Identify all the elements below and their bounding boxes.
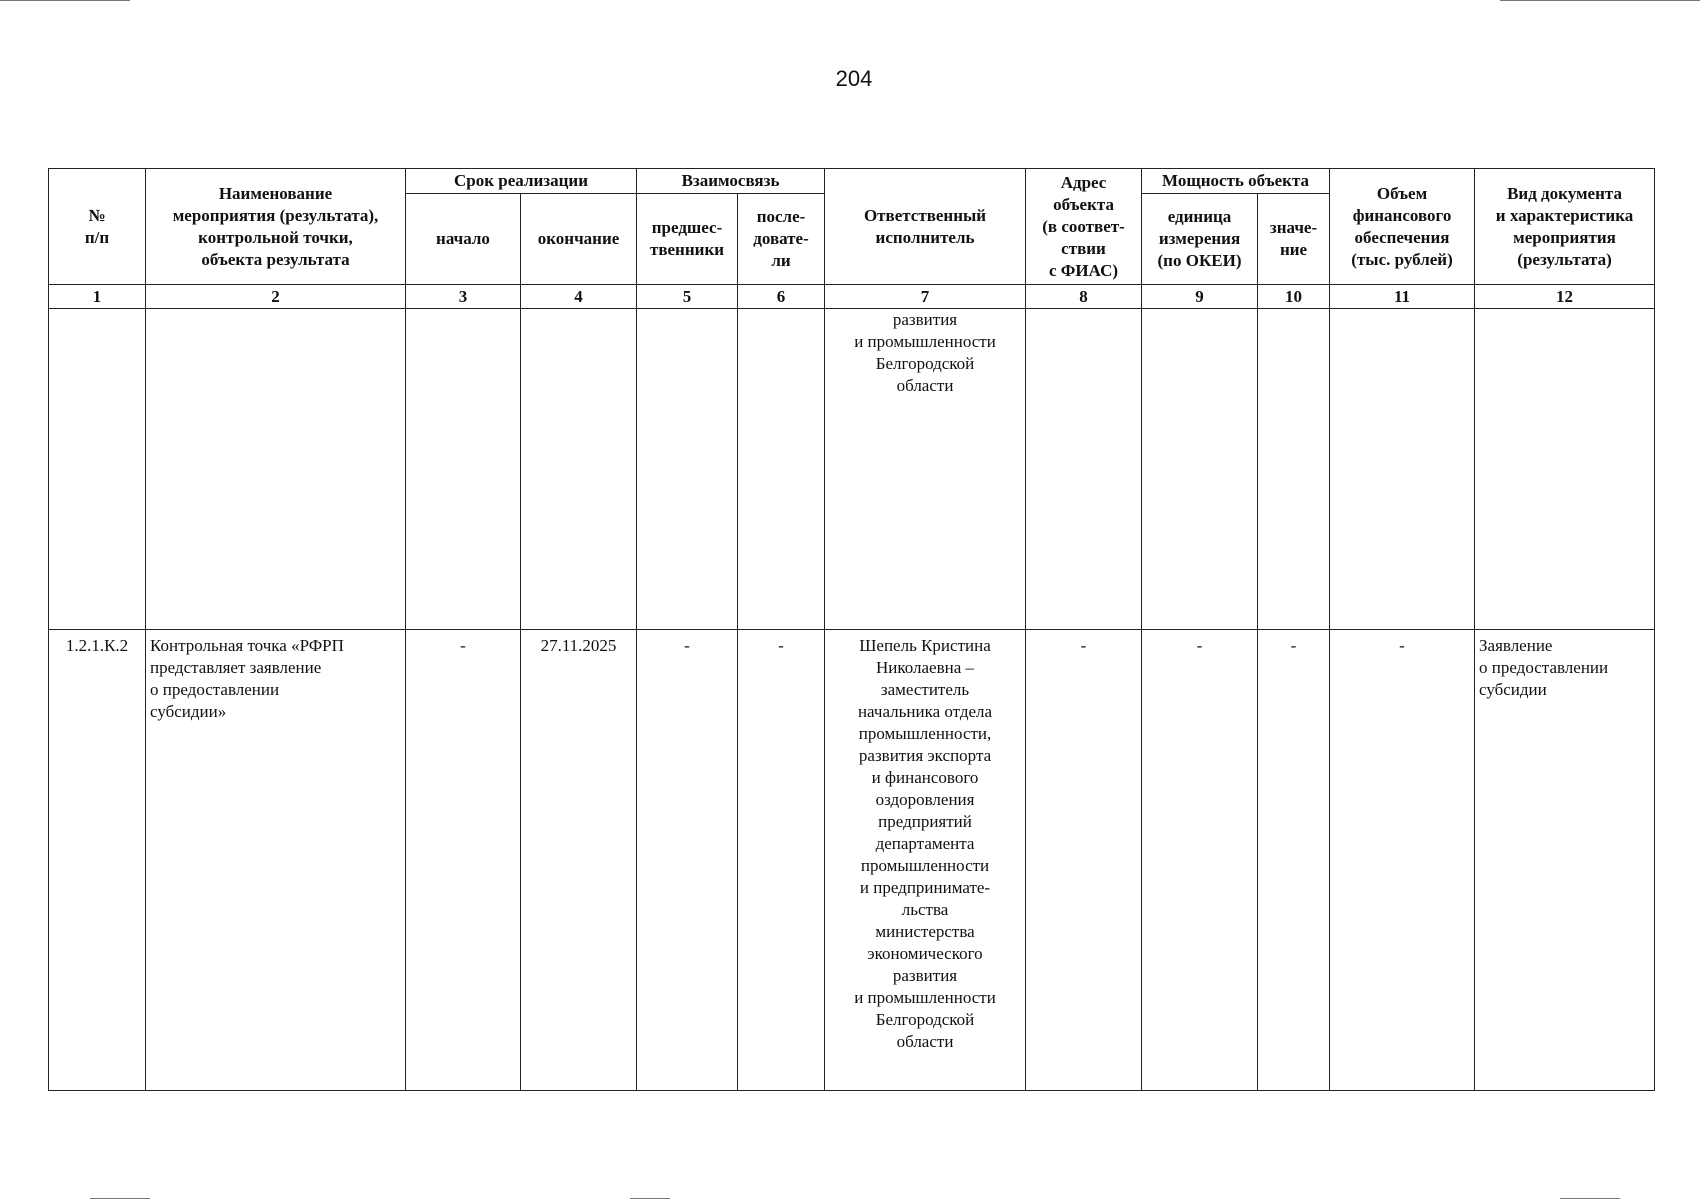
cell-number bbox=[49, 309, 146, 630]
column-number-row bbox=[49, 285, 1655, 309]
cell-address: - bbox=[1026, 630, 1142, 1091]
scan-edge-mark bbox=[0, 0, 130, 1]
column-number: 12 bbox=[1475, 285, 1655, 309]
cell-value bbox=[1258, 309, 1330, 630]
scan-edge-mark bbox=[1560, 1198, 1620, 1199]
header-successors: после- довате- ли bbox=[738, 194, 825, 285]
header-unit: единица измерения (по ОКЕИ) bbox=[1142, 194, 1258, 285]
cell-document: Заявление о предоставлении субсидии bbox=[1475, 630, 1655, 1091]
header-row-groups bbox=[49, 169, 1655, 194]
cell-start: - bbox=[406, 630, 521, 1091]
column-number: 1 bbox=[49, 285, 146, 309]
header-end: окончание bbox=[521, 194, 637, 285]
header-address: Адрес объекта (в соответ- ствии с ФИАС) bbox=[1026, 169, 1142, 285]
header-responsible: Ответственный исполнитель bbox=[825, 169, 1026, 285]
cell-end bbox=[521, 309, 637, 630]
cell-name bbox=[146, 309, 406, 630]
cell-predecessors: - bbox=[637, 630, 738, 1091]
header-group-term: Срок реализации bbox=[406, 169, 637, 194]
cell-start bbox=[406, 309, 521, 630]
header-value: значе- ние bbox=[1258, 194, 1330, 285]
cell-responsible: развития и промышленности Белгородской области bbox=[825, 309, 1026, 630]
cell-end: 27.11.2025 bbox=[521, 630, 637, 1091]
cell-document bbox=[1475, 309, 1655, 630]
column-number: 6 bbox=[738, 285, 825, 309]
cell-name: Контрольная точка «РФРП представляет заявление о предоставлении субсидии» bbox=[146, 630, 406, 1091]
header-finance: Объем финансового обеспечения (тыс. рублей) bbox=[1330, 169, 1475, 285]
column-number: 9 bbox=[1142, 285, 1258, 309]
cell-predecessors bbox=[637, 309, 738, 630]
header-document: Вид документа и характеристика мероприятия (результата) bbox=[1475, 169, 1655, 285]
cell-number: 1.2.1.К.2 bbox=[49, 630, 146, 1091]
column-number: 7 bbox=[825, 285, 1026, 309]
cell-value: - bbox=[1258, 630, 1330, 1091]
cell-address bbox=[1026, 309, 1142, 630]
cell-finance bbox=[1330, 309, 1475, 630]
page-number: 204 bbox=[835, 66, 873, 91]
table-row bbox=[49, 630, 1655, 1091]
cell-successors bbox=[738, 309, 825, 630]
scan-edge-mark bbox=[90, 1198, 150, 1199]
column-number: 10 bbox=[1258, 285, 1330, 309]
column-number: 2 bbox=[146, 285, 406, 309]
column-number: 8 bbox=[1026, 285, 1142, 309]
cell-finance: - bbox=[1330, 630, 1475, 1091]
header-name: Наименование мероприятия (результата), контрольной точки, объекта результата bbox=[146, 169, 406, 285]
table-row bbox=[49, 309, 1655, 630]
header-number: № п/п bbox=[49, 169, 146, 285]
header-start: начало bbox=[406, 194, 521, 285]
column-number: 5 bbox=[637, 285, 738, 309]
cell-responsible: Шепель Кристина Николаевна – заместитель начальника отдела промышленности, развития экспорта и финансового оздоровления предприятий департамента промышленности и предпринимате- льства министерства экономического развития и промышленности Белгородской области bbox=[825, 630, 1026, 1091]
column-number: 11 bbox=[1330, 285, 1475, 309]
header-group-link: Взаимосвязь bbox=[637, 169, 825, 194]
implementation-plan-table bbox=[48, 168, 1655, 1091]
cell-successors: - bbox=[738, 630, 825, 1091]
header-group-capacity: Мощность объекта bbox=[1142, 169, 1330, 194]
cell-unit bbox=[1142, 309, 1258, 630]
cell-unit: - bbox=[1142, 630, 1258, 1091]
scan-edge-mark bbox=[630, 1198, 670, 1199]
header-predecessors: предшес- твенники bbox=[637, 194, 738, 285]
column-number: 3 bbox=[406, 285, 521, 309]
scan-edge-mark bbox=[1500, 0, 1700, 1]
column-number: 4 bbox=[521, 285, 637, 309]
